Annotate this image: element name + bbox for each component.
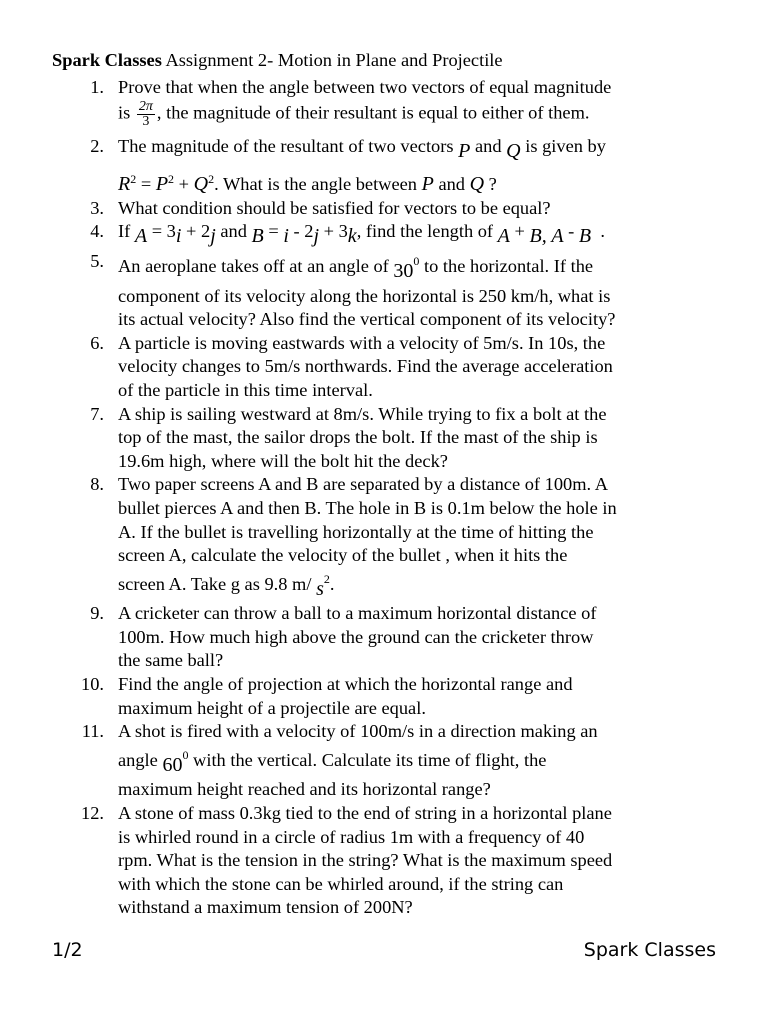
question-number: 3. [90,197,104,218]
question-text: angle [118,749,158,770]
question-12 [52,802,724,920]
question-7 [52,403,724,474]
question-text: with which the stone can be whirled around, if the string can [118,873,564,894]
question-number: 4. [90,221,104,242]
superscript: 2 [168,172,175,187]
math-symbol: B [578,225,592,248]
question-11 [52,720,724,802]
question-text: Prove that when the angle between two vectors of equal magnitude [118,77,612,97]
superscript: 2 [130,172,137,187]
math-symbol: B [251,225,264,248]
math-symbol: A [134,225,148,248]
question-text: If [118,221,131,242]
document-page [52,48,724,920]
math-operator: + [514,221,525,242]
question-text: is given by [525,135,606,156]
question-text: is [118,102,131,123]
equation [118,168,214,197]
question-text: . What is the angle between [214,174,417,195]
question-text: and [220,221,247,242]
question-number: 12. [81,803,104,824]
question-text: with the vertical. Calculate its time of flight, the [193,749,547,770]
question-number: 7. [90,403,104,424]
question-number: 1. [90,77,104,97]
unit-vector-i: i [283,225,289,248]
math-text: + 3 [323,221,348,242]
unit-vector-i: i [175,225,182,248]
math-symbol: P [458,139,471,162]
question-text: bullet pierces A and then B. The hole in B is 0.1m below the hole in [118,497,617,518]
math-symbol: R [118,173,131,196]
superscript: 2 [208,172,215,187]
question-text: A stone of mass 0.3kg tied to the end of string in a horizontal plane [118,803,612,824]
question-text: A ship is sailing westward at 8m/s. While trying to fix a bolt at the [118,403,607,424]
math-text: = 3 [151,221,176,242]
unit-vector-j: j [210,225,216,248]
question-text: its actual velocity? Also find the vertical component of its velocity? [118,309,616,330]
question-text: What condition should be satisfied for vectors to be equal? [118,197,551,218]
degree-superscript: 0 [182,747,189,762]
question-5 [52,250,724,332]
question-3 [52,197,724,221]
angle-value: 30 [393,259,414,282]
math-symbol: Q [193,173,209,196]
question-2 [52,135,724,197]
question-text: ? [488,174,497,195]
question-text: and [474,135,502,156]
question-text: maximum height reached and its horizontal range? [118,779,491,800]
question-text: top of the mast, the sailor drops the bolt. If the mast of the ship is [118,427,598,448]
question-text: An aeroplane takes off at an angle of [118,255,389,276]
math-symbol: Q [506,139,521,162]
question-number: 10. [81,674,104,695]
question-text: rpm. What is the tension in the string? What is the maximum speed [118,850,613,871]
question-4 [52,220,724,248]
question-text: . [600,221,605,242]
superscript: 2 [323,571,330,586]
question-text: 19.6m high, where will the bolt hit the deck? [118,450,448,471]
question-text: , the magnitude of their resultant is equal to either of them. [156,102,590,123]
question-number: 5. [90,250,104,271]
question-text: A cricketer can throw a ball to a maximum horizontal distance of [118,603,597,624]
question-text: screen A. Take g as 9.8 m/ [118,573,312,594]
question-text: The magnitude of the resultant of two vectors [118,135,454,156]
math-operator: = [140,174,152,195]
math-operator: - [568,221,575,242]
question-8 [52,473,724,600]
footer-brand: Spark Classes [583,939,716,961]
title-text: Assignment 2- Motion in Plane and Projectile [165,50,503,70]
question-1 [52,76,724,129]
question-text: A. If the bullet is travelling horizontally at the time of hitting the [118,521,594,542]
degree-superscript: 0 [413,253,420,268]
fraction-numerator: 2π [138,98,153,114]
question-9 [52,602,724,673]
page-number: 1/2 [52,939,83,961]
question-text: of the particle in this time interval. [118,379,373,400]
question-text: A shot is fired with a velocity of 100m/s in a direction making an [118,721,598,742]
question-text: velocity changes to 5m/s northwards. Find the average acceleration [118,356,613,377]
math-text: + 2 [186,221,211,242]
question-text: , find the length of [356,221,494,242]
math-symbol: P [421,173,434,196]
question-text: 100m. How much high above the ground can the cricketer throw [118,626,594,647]
math-symbol: B, A [529,225,564,248]
question-text: is whirled round in a circle of radius 1m with a frequency of 40 [118,826,585,847]
question-text: maximum height of a projectile are equal. [118,697,426,718]
question-text: component of its velocity along the horizontal is 250 km/h, what is [118,285,611,306]
question-10 [52,673,724,720]
angle-value: 60 [162,753,183,776]
question-number: 11. [81,721,104,742]
question-text: A particle is moving eastwards with a velocity of 5m/s. In 10s, the [118,332,606,353]
question-number: 8. [90,474,104,495]
title-brand: Spark Classes [52,50,162,70]
question-text: and [438,174,465,195]
page-title [52,48,724,72]
question-text: Two paper screens A and B are separated by a distance of 100m. A [118,474,608,495]
question-number: 2. [90,135,104,156]
math-operator: + [178,174,190,195]
question-list [52,76,724,920]
fraction [137,100,155,129]
math-symbol: Q [469,173,485,196]
fraction-denominator: 3 [142,113,150,129]
math-symbol: A [497,225,510,248]
question-number: 9. [90,603,104,624]
question-text: the same ball? [118,650,224,671]
unit-vector-j: j [313,225,320,248]
math-operator: = [268,221,279,242]
question-6 [52,332,724,403]
math-symbol: P [155,173,169,196]
question-number: 6. [90,332,104,353]
question-text: screen A, calculate the velocity of the bullet , when it hits the [118,545,568,566]
math-text: - 2 [293,221,314,242]
question-text: to the horizontal. If the [424,255,594,276]
question-text: Find the angle of projection at which the horizontal range and [118,674,573,695]
unit-vector-k: k [347,225,357,248]
unit-symbol: s [316,577,324,600]
question-text: . [329,573,335,594]
question-text: withstand a maximum tension of 200N? [118,897,413,918]
